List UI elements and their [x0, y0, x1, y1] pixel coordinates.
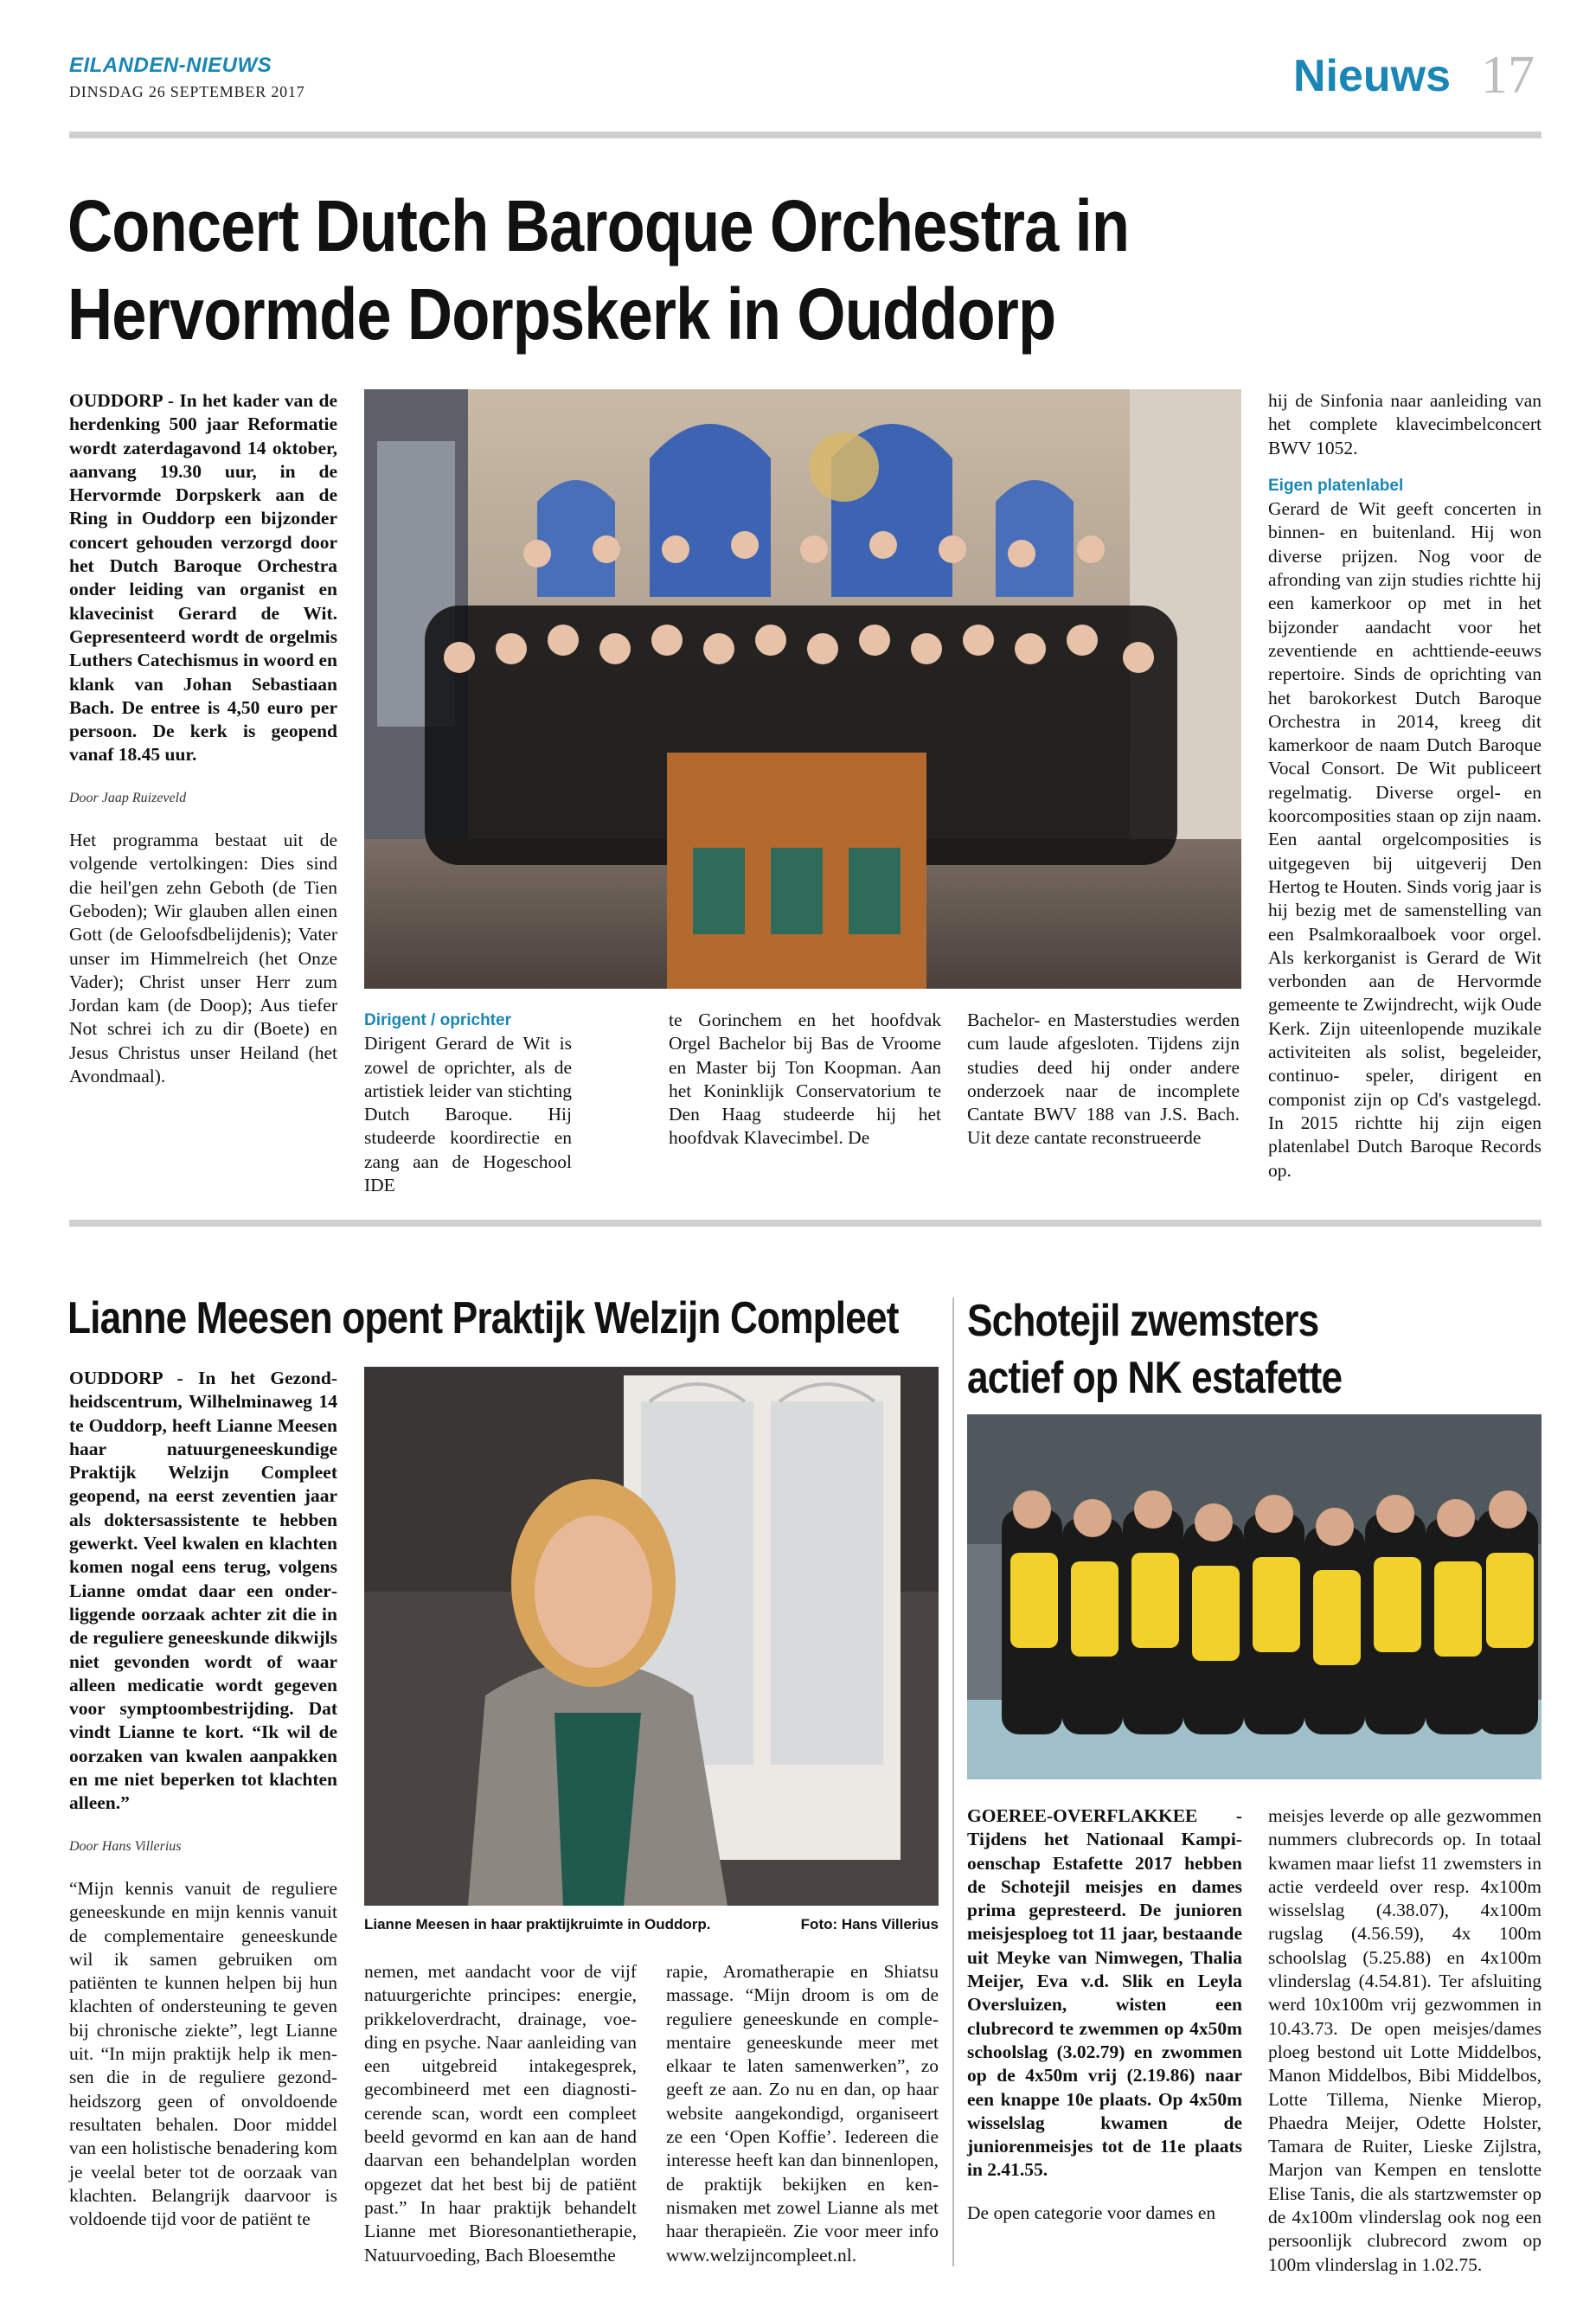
article3-column-1 [967, 1804, 1242, 2225]
article2-byline: Door Hans Villerius [69, 1838, 182, 1854]
article3-body-col2: meisjes leverde op alle gezwommen nummers clubrecords op. In totaal kwamen maar liefst 11 zwemsters in actie verdeeld over resp. 4x100m wisselslag (4.38.07), 4x100m rugslag (4.56.59), 4x 100m schoolslag (5.25.88) en 4x100m vlinderslag (4.54.81). Ter afsluiting werd 10x100m vrij gezwommen in 10.43.73. De open meisjes/dames ploeg bestond uit Lotte Middelbos, Manon Middelbos, Bibi Middelbos, Lotte Tillema, Nienke Mierop, Phaedra Meijer, Odette Holster, Tamara de Ruiter, Lieske Zijlstra, Marjon van Kempen en tenslotte Elise Tanis, die als startzwemster op de 4x100m vlinderslag ook nog een persoonlijk clubrecord zwom op 100m vlinderslag in 1.02.75. [1268, 1805, 1542, 2275]
choir-photo-image [364, 389, 1241, 989]
article2-photo-credit: Foto: Hans Villerius [800, 1916, 939, 1932]
article1-headline-line2: Hervormde Dorpskerk in Ouddorp [67, 273, 1056, 355]
article1-body-col5b: Gerard de Wit geeft concerten in binnen- en buitenland. Hij won diverse prijzen. Nog voor de afronding van zijn studies richtte hij een kamerkoor op met in het bijzonder aandacht voor het zeventiende en achttiende-eeuws repertoire. Sinds de oprichting van het barokorkest Dutch Baroque Orchestra in 2014, kreeg dit kamerkoor de naam Dutch Baroque Vocal Consort. De Wit publiceert regelmatig. Diverse orgel- en koorcomposities staan op zijn naam. Een aantal orgelcomposities is uitgegeven bij uitgeverij Den Hertog te Houten. Sinds vorig jaar is hij bezig met de samenstelling van een Psalmkoraalboek voor orgel. Als kerkorganist is Gerard de Wit verbonden aan de Hervormde gemeente te Zwijndrecht, wijk Oude Kerk. Zijn uiteenlopende muzikale activiteiten als solist, begeleider, continuo- speler, dirigent en componist zijn op Cd's vastgelegd. In 2015 richtte hij zijn eigen platenlabel Dutch Baroque Records op. [1268, 498, 1542, 1181]
article1-body-col2: Dirigent Gerard de Wit is zowel de oprichter, als de artistiek leider van stichting Dutch Baroque. Hij studeerde koordirectie en zang aan de Hogeschool IDE [364, 1033, 572, 1196]
article3-headline [967, 1292, 1342, 1407]
article1-byline: Door Jaap Ruizeveld [69, 790, 187, 805]
article3-body-col1: De open categorie voor dames en [967, 2202, 1216, 2223]
header-rule [69, 131, 1542, 138]
article1-body-col5a: hij de Sinfonia naar aanleiding van het complete klavecimbelconcert BWV 1052. [1268, 390, 1542, 458]
choir-photo [364, 389, 1241, 989]
article1-column-1 [69, 389, 337, 1088]
article1-body-col4: Bachelor- en Masterstudies werden cum laude afgesloten. Tijdens zijn studies deed hij onder andere onderzoek naar de incomplete Cantate BWV 188 van J.S. Bach. Uit deze cantate reconstrueerde [967, 1009, 1240, 1149]
column-separator [952, 1298, 954, 2266]
article1-headline-line1: Concert Dutch Baroque Orchestra in [67, 185, 1130, 266]
article1-column-5 [1268, 389, 1542, 1183]
article3-lead: GOEREE-OVERFLAKKEE - Tijdens het Nationaal Kampioenschap Estafette 2017 hebben de Schotejil meisjes en dames prima gepresteerd. De junioren meisjesploeg tot 11 jaar, bestaande uit Meyke van Nimwegen, Thalia Meijer, Eva v.d. Slik en Leyla Oversluizen, wisten een clubrecord te zwemmen op 4x50m schoolslag (3.02.79) en zwommen op de 4x50m vrij (2.19.86) naar een knappe 10e plaats. Op 4x50m wisselslag kwamen de juniorenmeisjes tot de 11e plaats in 2.41.55. [967, 1805, 1242, 2181]
article2-body-col3: rapie, Aromatherapie en Shiatsu massage. “Mijn droom is om de reguliere geneeskunde en complementaire geneeskunde meer met elkaar te laten samenwerken”, zo geeft ze aan. Zo nu en dan, op haar website aangekondigd, organiseert ze een ‘Open Koffie’. Iedereen die interesse heeft kan dan binnenlopen, de praktijk bekijken en kennismaken met zowel Lianne als met haar therapieën. Zie voor meer info www.welzijncompleet.nl. [666, 1961, 939, 2266]
swimmers-photo-image [967, 1414, 1542, 1779]
article1-column-2 [364, 1009, 572, 1197]
newspaper-logo: EILANDEN-NIEUWS [69, 54, 272, 77]
article1-headline [67, 182, 1129, 358]
page-number: 17 [1481, 46, 1535, 105]
article1-subhead-dirigent: Dirigent / oprichter [364, 1011, 511, 1029]
section-rule [69, 1220, 1542, 1227]
article2-column-2 [364, 1960, 637, 2267]
article2-headline: Lianne Meesen opent Praktijk Welzijn Compleet [67, 1293, 899, 1343]
article2-body-col1: “Mijn kennis vanuit de reguliere geneeskunde en mijn kennis vanuit de complementaire geneeskunde wil ik samen gebruiken om patiënten te kunnen helpen bij hun klachten of ondersteuning te geven bij chronische ziekte”, legt Lianne uit. “In mijn praktijk help ik mensen die in de reguliere gezondheidszorg geen of onvoldoende resultaten behalen. Door middel van een holistische benadering kom je veelal beter tot de oorzaak van klachten. Belangrijk daarvoor is voldoende tijd voor de patiënt te [69, 1877, 337, 2230]
article1-subhead-label: Eigen platenlabel [1268, 476, 1404, 495]
article1-column-4 [967, 1009, 1240, 1150]
article1-column-3 [669, 1009, 941, 1150]
article2-photo-caption: Lianne Meesen in haar praktijkruimte in Ouddorp. [364, 1916, 711, 1932]
article2-column-3 [666, 1960, 939, 2267]
section-label: Nieuws [1293, 51, 1452, 101]
article2-body-col2: nemen, met aandacht voor de vijf natuurgerichte principes: energie, prikkeloverdracht, drainage, voeding en psyche. Naar aanleiding van een uitgebreid intakegesprek, gecombineerd met een diagnosticerende scan, wordt een compleet beeld gevormd en kan aan de hand daarvan een behandelplan worden opgezet dat het best bij de patiënt past.” In haar praktijk behandelt Lianne met Bioresonantietherapie, Natuurvoeding, Bach Bloesemthe [364, 1961, 637, 2266]
lianne-photo [364, 1367, 939, 1906]
article1-body-col1: Het programma bestaat uit de volgende vertolkingen: Dies sind die heil'gen zehn Geboth (de Tien Geboden); Wir glauben allen einen Gott (de Geloofsdbelijdenis); Vater unser im Himmelreich (het Onze Vader); Christ unser Herr zum Jordan kam (de Doop); Aus tiefer Not schrei ich zu dir (Boete) en Jesus Christus unser Heiland (het Avondmaal). [69, 830, 337, 1087]
lianne-photo-image [364, 1367, 939, 1906]
article3-headline-line1: Schotejil zwemsters [967, 1296, 1319, 1346]
issue-date: DINSDAG 26 SEPTEMBER 2017 [69, 83, 305, 100]
article2-column-1 [69, 1367, 337, 2231]
article1-body-col3: te Gorinchem en het hoofdvak Orgel Bachelor bij Bas de Vroome en Master bij Ton Koopman. Aan het Koninklijk Conservatorium te Den Haag studeerde hij het hoofdvak Klavecimbel. De [669, 1009, 941, 1149]
article2-lead: OUDDORP - In het Gezondheidscentrum, Wilhelminaweg 14 te Ouddorp, heeft Lianne Meesen haar natuurgeneeskundige Praktijk Welzijn Compleet geopend, na eerst zeventien jaar als doktersassistente te hebben gewerkt. Veel kwalen en klachten komen nogal eens terug, volgens Lianne omdat daar een onderliggende oorzaak achter zit die in de reguliere geneeskunde dikwijls niet gevonden wordt of waar alleen medicatie wordt gegeven voor symptoombestrijding. Dat vindt Lianne te kort. “Ik wil de oorzaken van kwalen aanpakken en me niet beperken tot klachten alleen.” [69, 1368, 337, 1814]
article3-headline-line2: actief op NK estafette [967, 1353, 1343, 1403]
article1-lead: OUDDORP - In het kader van de herdenking 500 jaar Reformatie wordt zaterdagavond 14 oktober, aanvang 19.30 uur, in de Hervormde Dorpskerk aan de Ring in Ouddorp een bijzonder concert gehouden verzorgd door het Dutch Baroque Orchestra onder leiding van organist en klavecinist Gerard de Wit. Gepresenteerd wordt de orgelmis Luthers Catechismus in woord en klank van Johan Sebastiaan Bach. De entree is 4,50 euro per persoon. De kerk is geopend vanaf 18.45 uur. [69, 390, 337, 766]
article3-column-2 [1268, 1804, 1542, 2277]
swimmers-photo [967, 1414, 1542, 1779]
